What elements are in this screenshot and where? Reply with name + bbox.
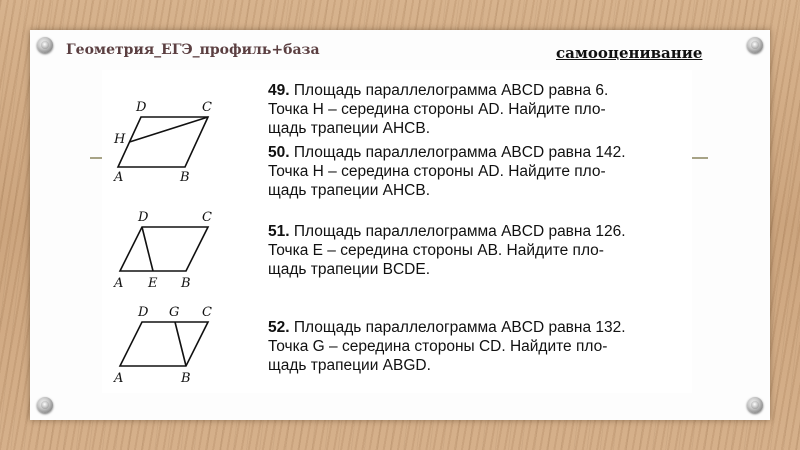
- problem-52-line-3: щадь трапеции ABGD.: [268, 357, 431, 374]
- page-title: Геометрия_ЕГЭ_профиль+база: [66, 42, 320, 58]
- problem-49-line-3: щадь трапеции AHCB.: [268, 120, 431, 137]
- label-g: G: [169, 305, 180, 320]
- label-c: C: [202, 305, 212, 320]
- divider-right: [690, 157, 708, 159]
- label-h: H: [114, 132, 126, 147]
- pushpin-icon-bottom-left: [37, 397, 53, 413]
- problem-52-line-1: [268, 318, 688, 337]
- problem-50-line-2: Точка H – середина стороны AD. Найдите пло-: [268, 163, 606, 180]
- pushpin-icon-top-right: [747, 37, 763, 53]
- parallelogram-abcd: [120, 227, 208, 271]
- problem-49-line-1: [268, 81, 688, 100]
- figure-problem-51: [108, 205, 228, 295]
- figure-problem-52: [108, 300, 228, 390]
- label-a: A: [114, 276, 124, 291]
- problem-50-line-1: [268, 143, 688, 162]
- problem-text: Площадь параллелограмма ABCD равна 126.: [293, 223, 626, 240]
- label-c: C: [202, 100, 212, 115]
- label-b: B: [180, 170, 190, 185]
- problem-number: 50.: [268, 144, 290, 161]
- self-assessment-link[interactable]: самооценивание: [556, 44, 703, 62]
- label-b: B: [181, 371, 191, 386]
- segment-de: [142, 227, 153, 271]
- problem-number: 51.: [268, 223, 290, 240]
- label-b: B: [181, 276, 191, 291]
- problem-52: [268, 318, 688, 375]
- label-d: D: [136, 100, 147, 115]
- problem-number: 52.: [268, 319, 290, 336]
- problem-51-line-3: щадь трапеции BCDE.: [268, 261, 431, 278]
- problem-50: [268, 143, 688, 200]
- problem-49-line-2: Точка H – середина стороны AD. Найдите пло-: [268, 101, 606, 118]
- label-d: D: [138, 210, 149, 225]
- problem-50-line-3: щадь трапеции AHCB.: [268, 182, 431, 199]
- figure-problem-49: [108, 95, 228, 185]
- problem-text: Площадь параллелограмма ABCD равна 132.: [293, 319, 626, 336]
- problem-text: Площадь параллелограмма ABCD равна 142.: [293, 144, 626, 161]
- label-c: C: [202, 210, 212, 225]
- problem-number: 49.: [268, 82, 290, 99]
- label-e: E: [148, 276, 158, 291]
- label-a: A: [114, 170, 124, 185]
- problem-52-line-2: Точка G – середина стороны CD. Найдите пло-: [268, 338, 608, 355]
- problem-51: [268, 222, 688, 279]
- label-d: D: [138, 305, 149, 320]
- problem-51-line-1: [268, 222, 688, 241]
- segment-bg: [175, 322, 186, 366]
- pushpin-icon-bottom-right: [747, 397, 763, 413]
- segment-hc: [130, 117, 209, 142]
- problem-49: [268, 81, 688, 138]
- problem-text: Площадь параллелограмма ABCD равна 6.: [293, 82, 609, 99]
- label-a: A: [114, 371, 124, 386]
- parallelogram-abcd: [120, 322, 208, 366]
- pushpin-icon-top-left: [37, 37, 53, 53]
- problem-51-line-2: Точка E – середина стороны AB. Найдите пло-: [268, 242, 604, 259]
